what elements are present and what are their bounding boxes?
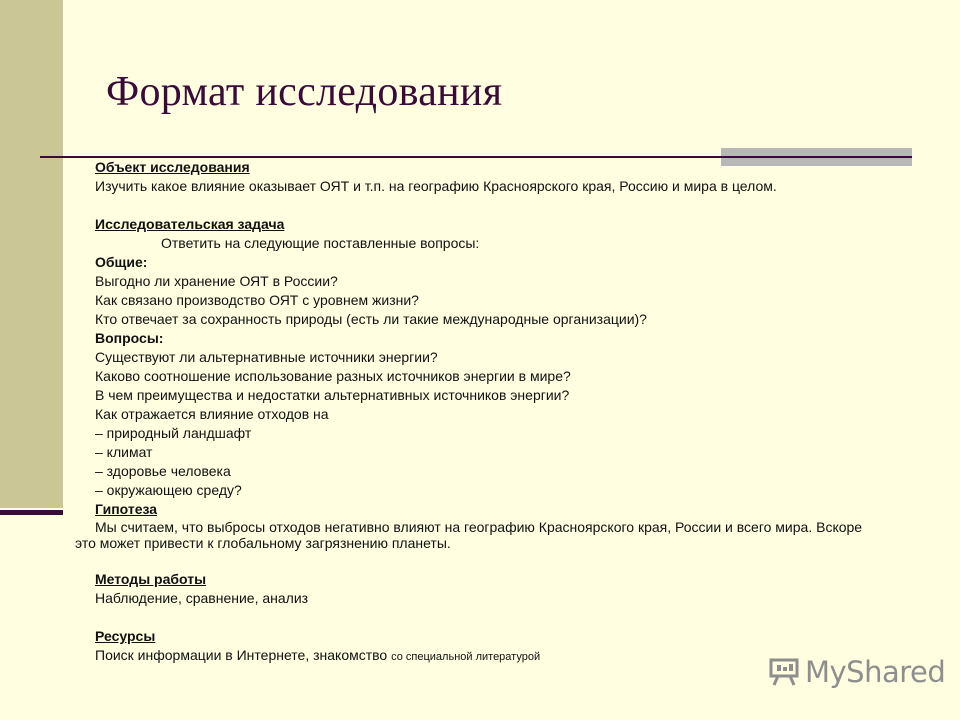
watermark-text: MyShared — [805, 655, 946, 689]
side-bar-decoration — [0, 0, 63, 508]
general-question: Как связано производство ОЯТ с уровнем жизни? — [95, 292, 419, 308]
task-text: Ответить на следующие поставленные вопросы: — [161, 235, 480, 251]
presentation-board-icon — [769, 658, 799, 686]
slide-title: Формат исследования — [106, 69, 503, 115]
methods-heading: Методы работы — [95, 571, 207, 587]
resources-text-small: со специальной литературой — [391, 651, 541, 663]
general-question: Выгодно ли хранение ОЯТ в России? — [95, 273, 338, 289]
hypothesis-text-content: Мы считаем, что выбросы отходов негативно влияют на географию Красноярского края, России и всего мира. Вскоре это может привести к глобальному загрязнению планеты. — [75, 519, 863, 551]
resources-heading: Ресурсы — [95, 628, 156, 644]
question-item: Как отражается влияние отходов на — [95, 406, 329, 422]
general-question: Кто отвечает за сохранность природы (есть ли такие международные организации)? — [95, 311, 647, 327]
question-subitem: – окружающею среду? — [95, 482, 242, 498]
question-item: В чем преимущества и недостатки альтернативных источников энергии? — [95, 387, 570, 403]
watermark-logo — [769, 655, 945, 689]
task-heading: Исследовательская задача — [95, 216, 285, 232]
questions-heading: Вопросы: — [95, 330, 164, 346]
question-subitem: – климат — [95, 444, 153, 460]
question-subitem: – природный ландшафт — [95, 425, 252, 441]
question-item: Каково соотношение использование разных источников энергии в мире? — [95, 368, 571, 384]
object-heading: Объект исследования — [95, 159, 250, 175]
general-heading: Общие: — [95, 254, 148, 270]
hypothesis-heading: Гипотеза — [95, 501, 158, 517]
question-subitem: – здоровье человека — [95, 463, 231, 479]
hypothesis-text — [75, 519, 875, 551]
side-line-decoration — [0, 510, 63, 515]
resources-text-main: Поиск информации в Интернете, знакомство — [95, 647, 388, 663]
slide-body — [75, 158, 895, 667]
methods-text: Наблюдение, сравнение, анализ — [95, 590, 309, 606]
question-item: Существуют ли альтернативные источники энергии? — [95, 349, 438, 365]
object-text: Изучить какое влияние оказывает ОЯТ и т.п. на географию Красноярского края, Россию и мира в целом. — [95, 178, 777, 194]
